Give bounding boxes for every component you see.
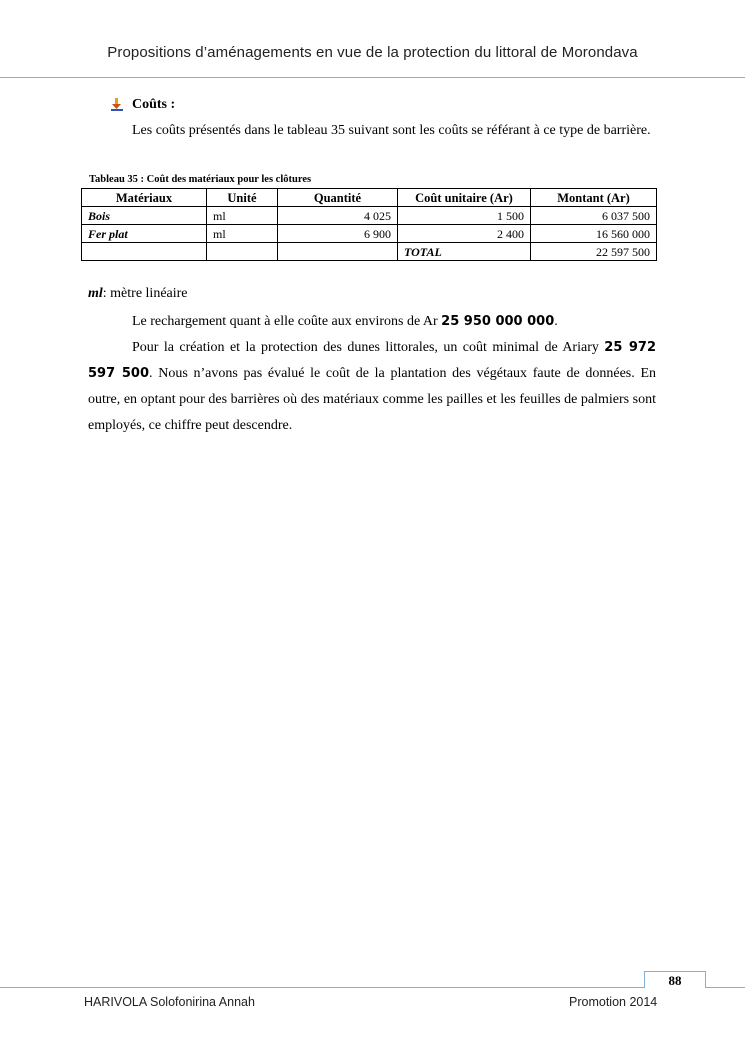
recharge-paragraph <box>88 309 656 335</box>
unit-definition: : mètre linéaire <box>102 286 188 301</box>
bullet-arrow-icon <box>110 98 124 112</box>
recharge-amount: 25 950 000 000 <box>441 314 555 329</box>
table-header-row <box>82 189 657 207</box>
table-cell <box>207 243 278 261</box>
table-cell: 4 025 <box>278 207 398 225</box>
footer-promotion: Promotion 2014 <box>569 995 658 1009</box>
table-row <box>82 225 657 243</box>
table-cell <box>278 243 398 261</box>
unit-note <box>88 286 188 302</box>
footer-rule <box>0 987 745 988</box>
intro-paragraph: Les coûts présentés dans le tableau 35 suivant sont les coûts se référant à ce type de barrière. <box>132 123 651 138</box>
table-cell: 6 037 500 <box>531 207 657 225</box>
table-cell: 2 400 <box>398 225 531 243</box>
table-cell: ml <box>207 207 278 225</box>
page-number: 88 <box>644 971 706 988</box>
dunes-text-end: . Nous n’avons pas évalué le coût de la plantation des végétaux faute de données. En outre, en optant pour des barrières où des matériaux comme les pailles et les feuilles de palmiers sont employés, ce chiffre peut descendre. <box>88 366 656 433</box>
col-header: Unité <box>207 189 278 207</box>
table-cell: Fer plat <box>82 225 207 243</box>
col-header: Montant (Ar) <box>531 189 657 207</box>
table-caption: Tableau 35 : Coût des matériaux pour les clôtures <box>89 174 312 185</box>
total-label: TOTAL <box>398 243 531 261</box>
section-heading <box>110 97 175 113</box>
dunes-text: Pour la création et la protection des dunes littorales, un coût minimal de Ariary <box>132 340 605 355</box>
col-header: Coût unitaire (Ar) <box>398 189 531 207</box>
col-header: Matériaux <box>82 189 207 207</box>
table-cell <box>82 243 207 261</box>
section-heading-label: Coûts : <box>132 97 176 112</box>
table-row <box>82 207 657 225</box>
costs-table <box>81 188 657 261</box>
dunes-paragraph <box>88 335 656 439</box>
table-cell: ml <box>207 225 278 243</box>
table-cell: 16 560 000 <box>531 225 657 243</box>
table-total-row <box>82 243 657 261</box>
recharge-text: Le rechargement quant à elle coûte aux environs de Ar <box>132 314 442 329</box>
table-cell: 6 900 <box>278 225 398 243</box>
page-header-title: Propositions d’aménagements en vue de la protection du littoral de Morondava <box>107 44 638 61</box>
table-cell: Bois <box>82 207 207 225</box>
header-rule <box>0 77 745 78</box>
total-value: 22 597 500 <box>531 243 657 261</box>
table-cell: 1 500 <box>398 207 531 225</box>
unit-abbr: ml <box>88 286 103 301</box>
recharge-end: . <box>554 314 558 329</box>
footer-author: HARIVOLA Solofonirina Annah <box>84 995 255 1009</box>
dunes-amount: 25 972 597 500 <box>88 340 656 381</box>
col-header: Quantité <box>278 189 398 207</box>
